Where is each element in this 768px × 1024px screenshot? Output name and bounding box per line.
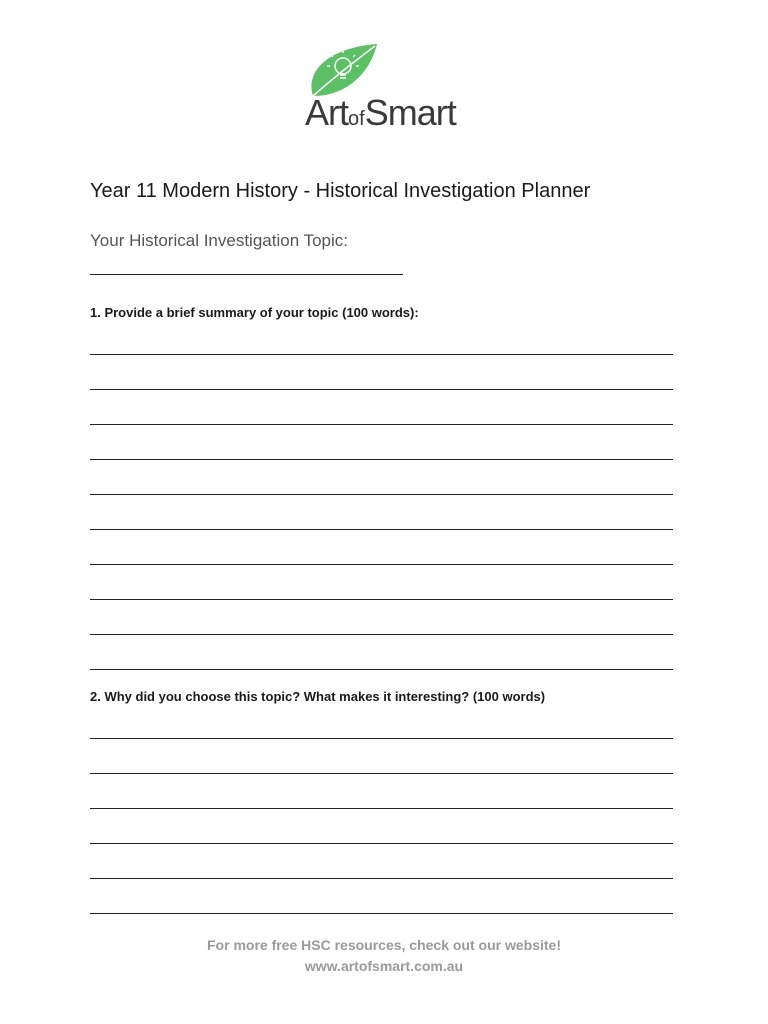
answer-line[interactable] xyxy=(90,774,673,809)
answer-line[interactable] xyxy=(90,879,673,914)
logo-word-smart: Smart xyxy=(364,92,456,133)
answer-line[interactable] xyxy=(90,844,673,879)
topic-label: Your Historical Investigation Topic: xyxy=(90,231,348,250)
answer-line[interactable] xyxy=(90,600,673,635)
answer-line[interactable] xyxy=(90,355,673,390)
answer-line[interactable] xyxy=(90,425,673,460)
topic-answer-line[interactable] xyxy=(90,274,403,275)
footer-promo-text: For more free HSC resources, check out our website! xyxy=(207,937,561,953)
answer-line[interactable] xyxy=(90,530,673,565)
question-2: 2. Why did you choose this topic? What makes it interesting? (100 words) xyxy=(90,689,546,704)
answer-line[interactable] xyxy=(90,495,673,530)
answer-line[interactable] xyxy=(90,565,673,600)
answer-line[interactable] xyxy=(90,739,673,774)
answer-line[interactable] xyxy=(90,460,673,495)
answer-line[interactable] xyxy=(90,809,673,844)
logo-wordmark xyxy=(305,92,465,134)
answer-line[interactable] xyxy=(90,635,673,670)
page-title: Year 11 Modern History - Historical Investigation Planner xyxy=(90,180,591,202)
leaf-lightbulb-icon xyxy=(305,40,465,100)
answer-line[interactable] xyxy=(90,390,673,425)
question-2-answer-lines[interactable] xyxy=(90,704,673,914)
art-of-smart-logo xyxy=(305,40,465,132)
logo-word-art: Art xyxy=(305,92,349,133)
footer-website-link[interactable]: www.artofsmart.com.au xyxy=(304,958,464,974)
question-1: 1. Provide a brief summary of your topic (100 words): xyxy=(90,305,419,320)
logo-word-of: of xyxy=(348,108,365,130)
answer-line[interactable] xyxy=(90,704,673,739)
answer-line[interactable] xyxy=(90,320,673,355)
question-1-answer-lines[interactable] xyxy=(90,320,673,670)
